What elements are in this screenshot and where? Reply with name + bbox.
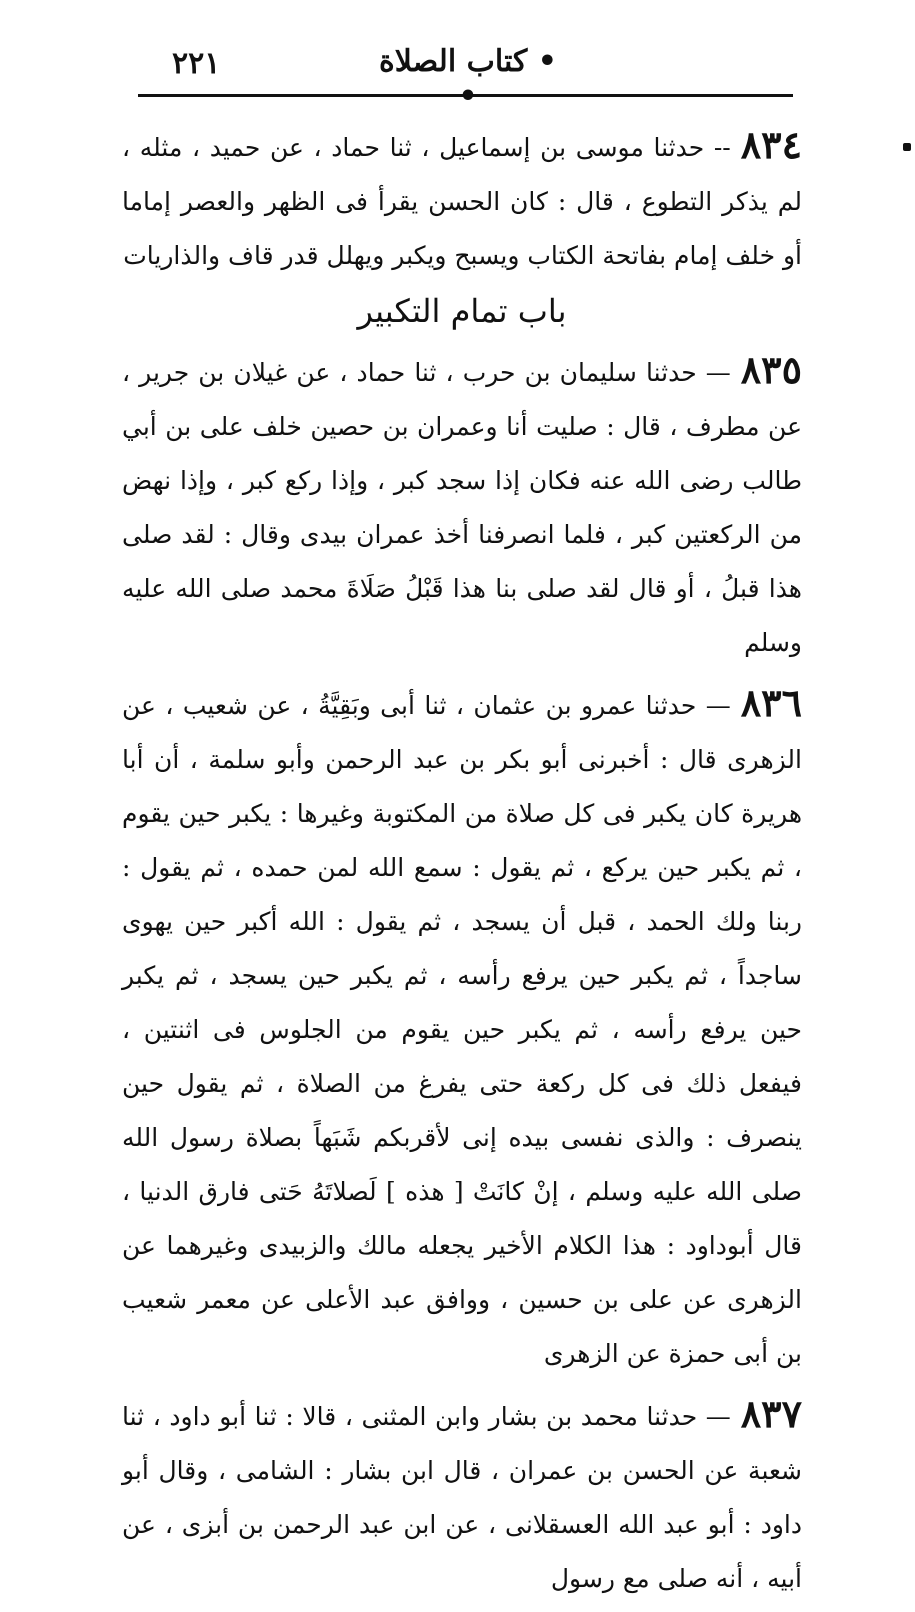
- page-body: [122, 118, 802, 1612]
- book-title: • كتاب الصلاة •: [379, 44, 557, 114]
- hadith-835: [122, 343, 802, 670]
- margin-mark: [903, 143, 911, 151]
- hadith-text: -- حدثنا موسى بن إسماعيل ، ثنا حماد ، عن حميد ، مثله ، لم يذكر التطوع ، قال : كان الحسن يقرأ فى الظهر والعصر إماما أو خلف إمام بفاتحة الكتاب ويسبح ويكبر ويهلل قدر قاف والذاريات: [122, 133, 802, 270]
- hadith-text: — حدثنا عمرو بن عثمان ، ثنا أبى وبَقِيَّةُ ، عن شعيب ، عن الزهرى قال : أخبرنى أبو بكر بن عبد الرحمن وأبو سلمة ، أن أبا هريرة كان يكبر فى كل صلاة من المكتوبة وغيرها : يكبر حين يقوم ، ثم يكبر حين يركع ، ثم يقول : سمع الله لمن حمده ، ثم يقول : ربنا ولك الحمد ، قبل أن يسجد ، ثم يقول : الله أكبر حين يهوى ساجداً ، ثم يكبر حين يرفع رأسه ، ثم يكبر حين يسجد ، ثم يكبر حين يرفع رأسه ، ثم يكبر حين يقوم من الجلوس فى اثنتين ، فيفعل ذلك فى كل ركعة حتى يفرغ من الصلاة ، ثم يقول حين ينصرف : والذى نفسى بيده إنى لأقربكم شَبَهاً بصلاة رسول الله صلى الله عليه وسلم ، إنْ كانَتْ [ هذه ] لَصلاتَهُ حَتى فارق الدنيا ، قال أبوداود : هذا الكلام الأخير يجعله مالك والزبيدى وغيرهما عن الزهرى عن على بن حسين ، ووافق عبد الأعلى عن معمر شعيب بن أبى حمزة عن الزهرى: [122, 691, 802, 1368]
- header-divider: [138, 94, 793, 97]
- hadith-number: ٨٣٧: [740, 1391, 802, 1436]
- hadith-number: ٨٣٥: [740, 347, 802, 392]
- hadith-number: ٨٣٦: [740, 680, 802, 725]
- hadith-text: — حدثنا محمد بن بشار وابن المثنى ، قالا : ثنا أبو داود ، ثنا شعبة عن الحسن بن عمران ، قال ابن بشار : الشامى ، وقال أبو داود : أبو عبد الله العسقلانى ، عن ابن عبد الرحمن بن أبزى ، عن أبيه ، أنه صلى مع رسول: [122, 1402, 802, 1593]
- hadith-836: [122, 676, 802, 1381]
- hadith-text: — حدثنا سليمان بن حرب ، ثنا حماد ، عن غيلان بن جرير ، عن مطرف ، قال : صليت أنا وعمران بن حصين خلف على بن أبي طالب رضى الله عنه فكان إذا سجد كبر ، وإذا ركع كبر ، وإذا نهض من الركعتين كبر ، فلما انصرفنا أخذ عمران بيدى وقال : لقد صلى هذا قبلُ ، أو قال لقد صلى بنا هذا قَبْلُ صَلَاةَ محمد صلى الله عليه وسلم: [122, 358, 802, 657]
- page-number: ٢٢١: [172, 46, 221, 81]
- hadith-number: ٨٣٤: [740, 122, 802, 167]
- hadith-837: [122, 1387, 802, 1606]
- page-header: [138, 44, 793, 114]
- chapter-title: باب تمام التكبير: [357, 292, 567, 330]
- hadith-834: [122, 118, 802, 283]
